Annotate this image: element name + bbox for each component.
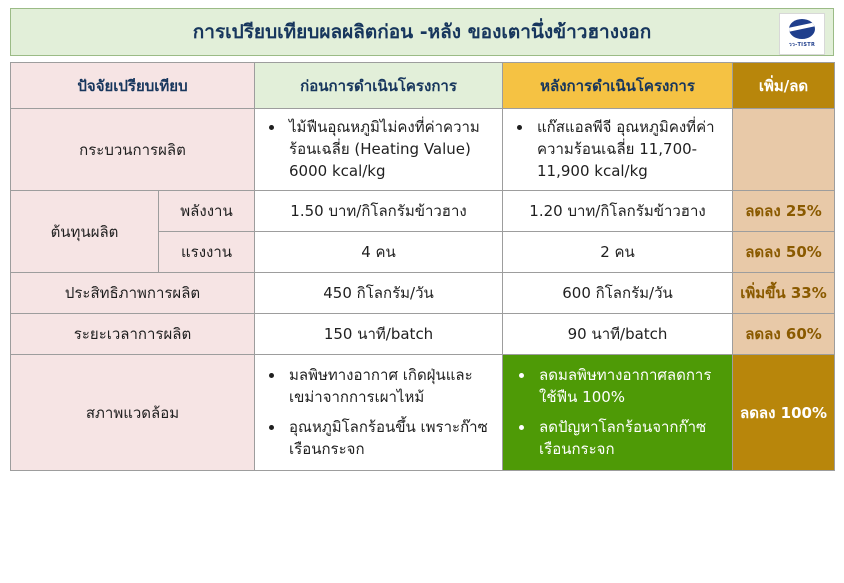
list-item: • ลดปัญหาโลกร้อนจากก๊าซเรือนกระจก <box>535 417 720 461</box>
before-environment-list <box>265 365 492 460</box>
table-row <box>11 191 835 232</box>
cell-after-labour: 2 คน <box>503 232 733 273</box>
after-environment-list <box>515 365 720 460</box>
cell-delta-energy: ลดลง 25% <box>733 191 835 232</box>
row-label-process: กระบวนการผลิต <box>11 109 255 191</box>
table-row <box>11 355 835 471</box>
tistr-logo <box>779 13 825 55</box>
cell-before-process <box>255 109 503 191</box>
cell-delta-efficiency: เพิ่มขึ้น 33% <box>733 273 835 314</box>
list-item: • แก๊สแอลพีจี อุณหภูมิคงที่ค่าความร้อนเฉลี่ย 11,700-11,900 kcal/kg <box>533 117 722 182</box>
cell-delta-process <box>733 109 835 191</box>
table-header-row <box>11 63 835 109</box>
row-label-duration: ระยะเวลาการผลิต <box>11 314 255 355</box>
cell-after-duration: 90 นาที/batch <box>503 314 733 355</box>
tistr-logo-icon <box>789 19 815 39</box>
cell-after-environment <box>503 355 733 471</box>
list-item: • ลดมลพิษทางอากาศลดการใช้ฟืน 100% <box>535 365 720 409</box>
list-item: • อุณหภูมิโลกร้อนขึ้น เพราะก๊าซเรือนกระจก <box>285 417 492 461</box>
cell-after-energy: 1.20 บาท/กิโลกรัมข้าวฮาง <box>503 191 733 232</box>
page-title: การเปรียบเทียบผลผลิตก่อน -หลัง ของเตานึ่งข้าวฮางงอก <box>192 20 652 43</box>
before-process-list <box>265 117 492 182</box>
cell-delta-labour: ลดลง 50% <box>733 232 835 273</box>
cell-before-labour: 4 คน <box>255 232 503 273</box>
table-row <box>11 273 835 314</box>
row-label-environment: สภาพแวดล้อม <box>11 355 255 471</box>
cell-after-process <box>503 109 733 191</box>
tistr-logo-text: วว-TISTR <box>788 42 816 48</box>
table-row <box>11 109 835 191</box>
cell-after-efficiency: 600 กิโลกรัม/วัน <box>503 273 733 314</box>
title-bar <box>10 8 834 56</box>
row-label-cost: ต้นทุนผลิต <box>11 191 159 273</box>
row-sublabel-energy: พลังงาน <box>159 191 255 232</box>
col-after: หลังการดำเนินโครงการ <box>503 63 733 109</box>
list-item: • ไม้ฟืนอุณหภูมิไม่คงที่ค่าความร้อนเฉลี่ย (Heating Value) 6000 kcal/kg <box>285 117 492 182</box>
cell-delta-duration: ลดลง 60% <box>733 314 835 355</box>
cell-delta-environment: ลดลง 100% <box>733 355 835 471</box>
row-label-efficiency: ประสิทธิภาพการผลิต <box>11 273 255 314</box>
after-process-list <box>513 117 722 182</box>
col-factor: ปัจจัยเปรียบเทียบ <box>11 63 255 109</box>
cell-before-duration: 150 นาที/batch <box>255 314 503 355</box>
col-delta: เพิ่ม/ลด <box>733 63 835 109</box>
comparison-table <box>10 62 835 471</box>
list-item: • มลพิษทางอากาศ เกิดฝุ่นและเขม่าจากการเผาไหม้ <box>285 365 492 409</box>
row-sublabel-labour: แรงงาน <box>159 232 255 273</box>
col-before: ก่อนการดำเนินโครงการ <box>255 63 503 109</box>
cell-before-energy: 1.50 บาท/กิโลกรัมข้าวฮาง <box>255 191 503 232</box>
table-row <box>11 314 835 355</box>
cell-before-environment <box>255 355 503 471</box>
cell-before-efficiency: 450 กิโลกรัม/วัน <box>255 273 503 314</box>
